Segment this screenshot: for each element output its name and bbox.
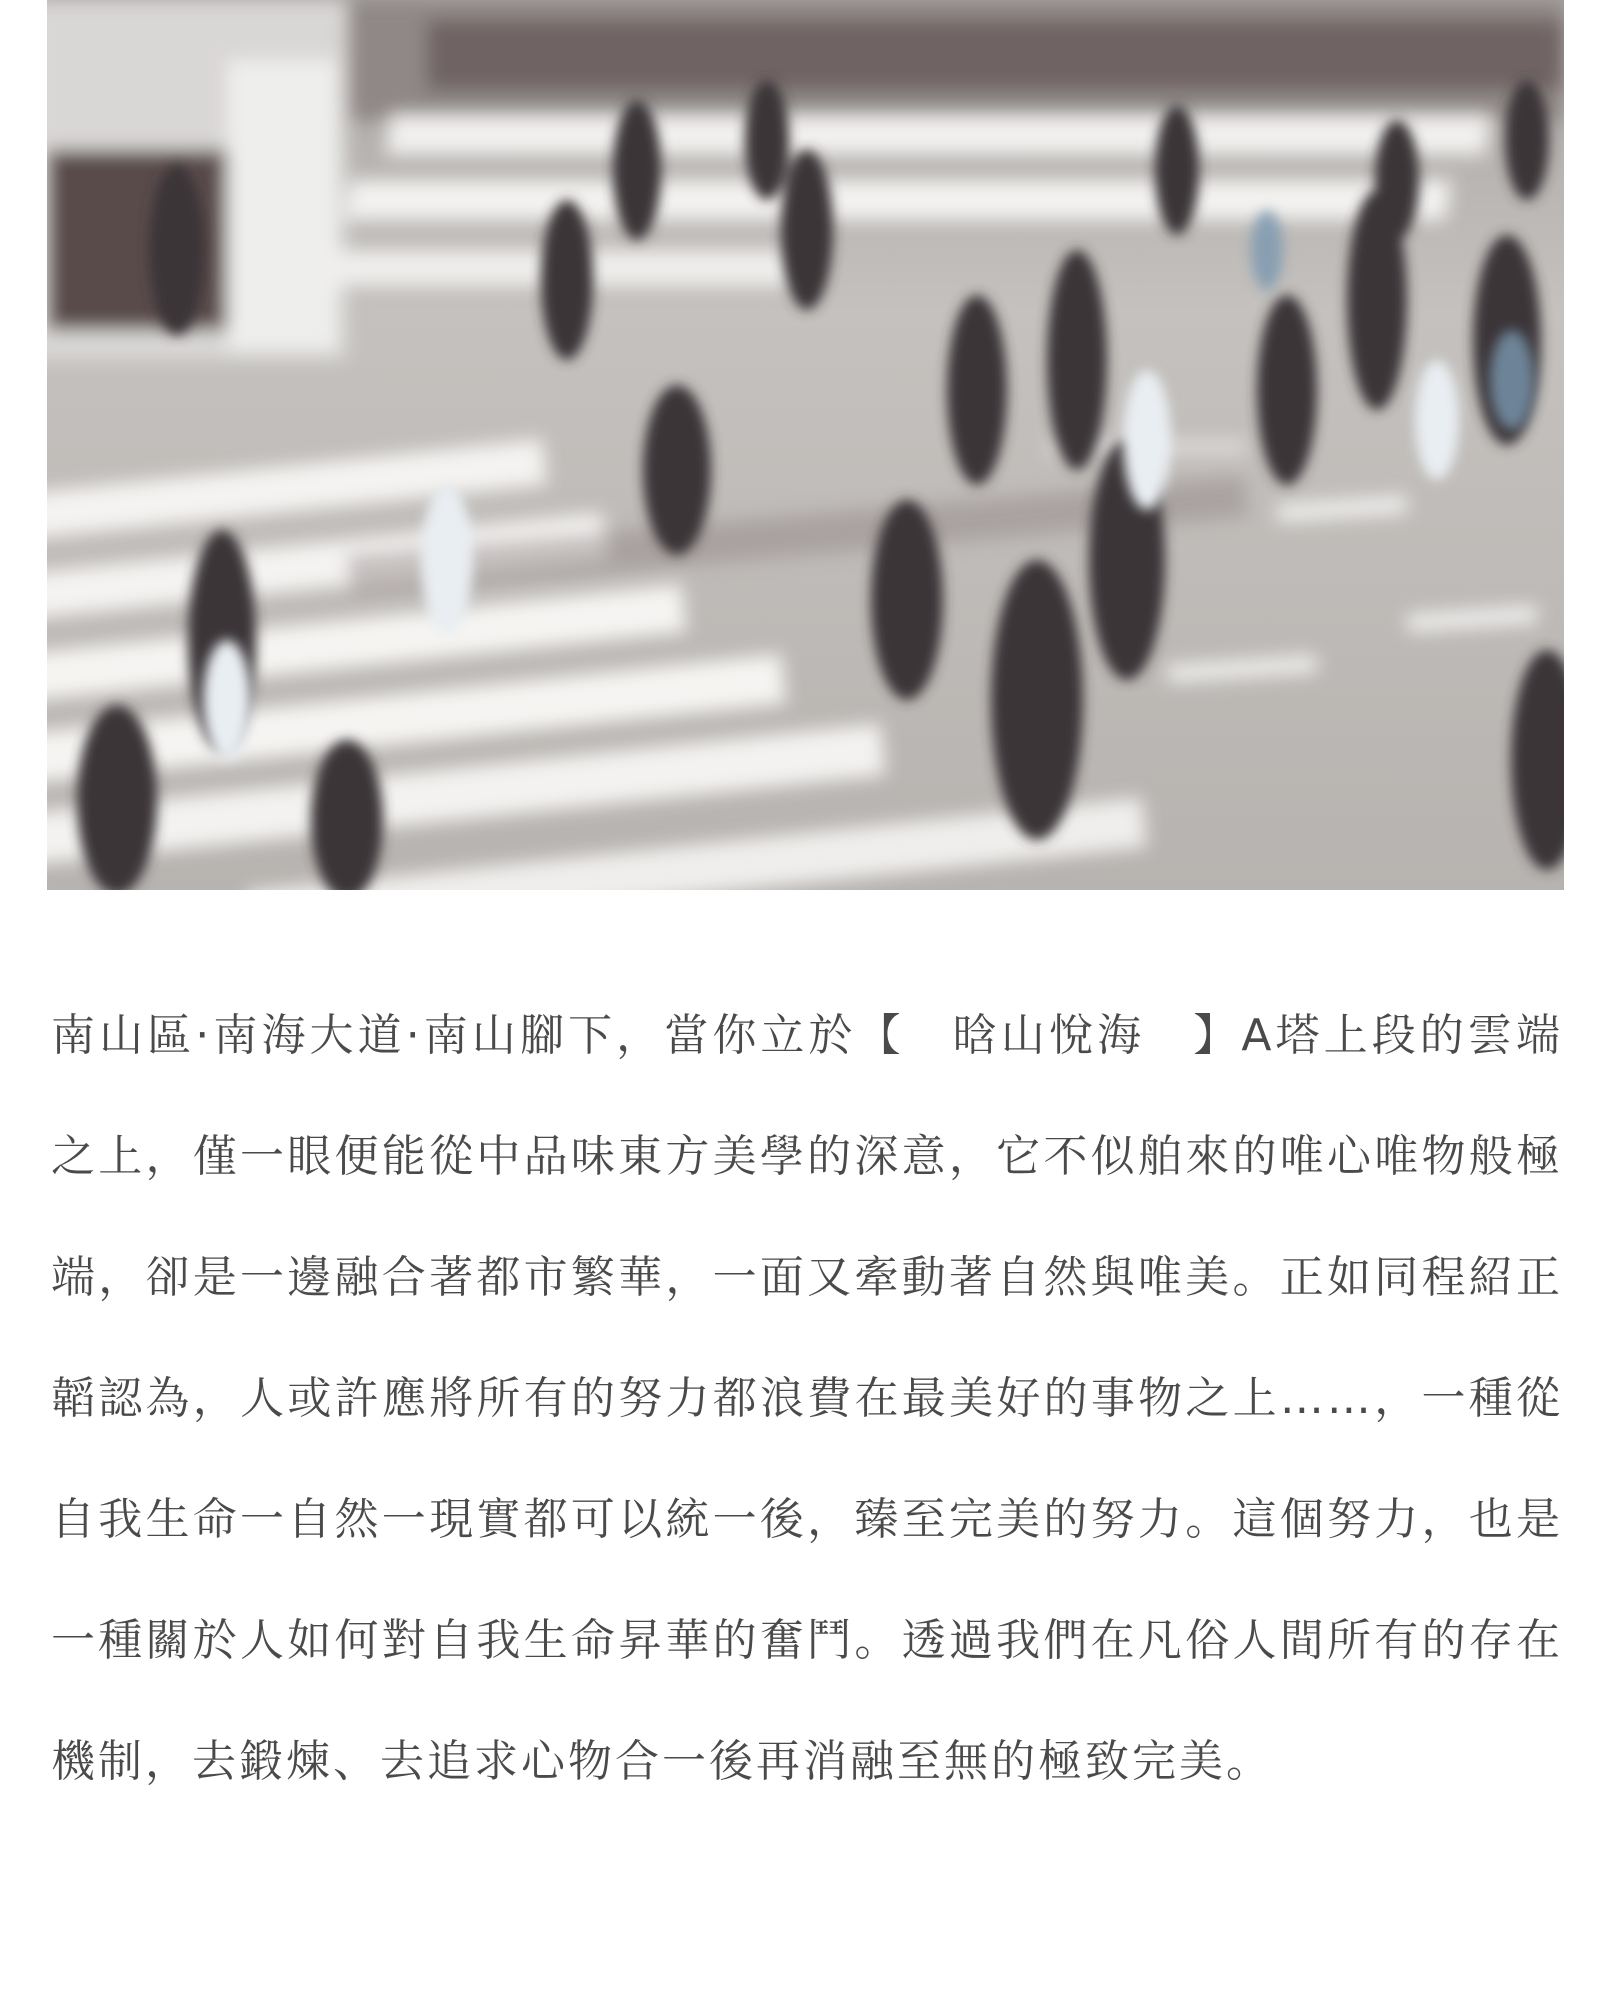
article-paragraph: 南山區·南海大道·南山腳下，當你立於【 晗山悅海 】A塔上段的雲端之上，僅一眼便能從中品味東方美學的深意，它不似舶來的唯心唯物般極端，卻是一邊融合著都市繁華，一面又牽動著自然與唯美。正如同程紹正韜認為，人或許應將所有的努力都浪費在最美好的事物之上……，一種從自我生命一自然一現實都可以統一後，臻至完美的努力。這個努力，也是一種關於人如何對自我生命昇華的奮鬥。透過我們在凡俗人間所有的存在機制，去鍛煉、去追求心物合一後再消融至無的極致完美。 [51,1010,1563,1787]
hero-photo [47,0,1564,890]
crowd-crosswalk-illustration [47,0,1564,890]
